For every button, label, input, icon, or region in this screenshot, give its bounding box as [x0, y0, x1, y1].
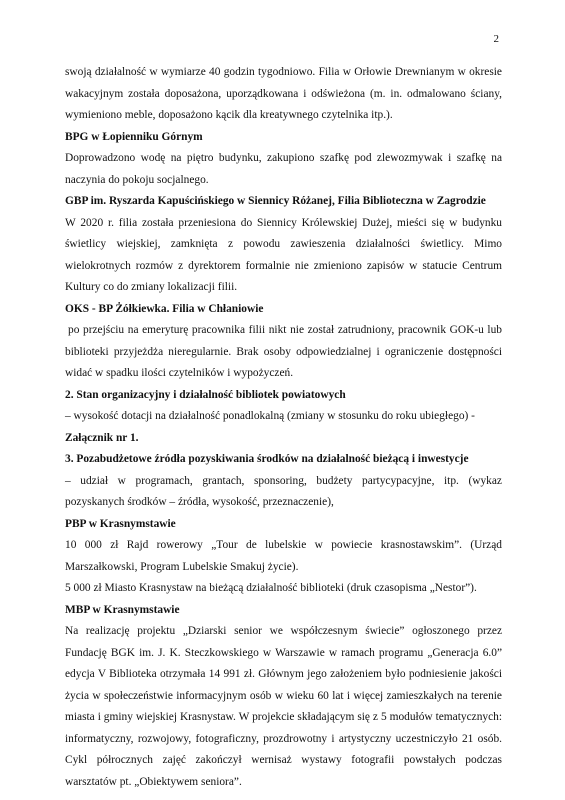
paragraph-orlow: swoją działalność w wymiarze 40 godzin tygodniowo. Filia w Orłowie Drewnianym w okresie wakacyjnym została doposażona, uporządkowana i odświeżona (m. in. odmalowano ściany, wymieniono meble, doposażono kącik dla kreatywnego czytelnika itp.). [65, 66, 502, 121]
attachment-reference: Załącznik nr 1. [65, 431, 139, 444]
paragraph-lopiennik: Doprowadzono wodę na piętro budynku, zakupiono szafkę pod zlewozmywak i szafkę na naczynia do pokoju socjalnego. [65, 152, 502, 186]
paragraph-chlaniow: po przejściu na emeryturę pracownika filii nikt nie został zatrudniony, pracownik GOK-u lub biblioteki przyjeżdża nieregularnie. Brak osoby odpowiedzialnej i ograniczenie dostępności widać w spadku ilości czytelników i wypożyczeń. [65, 324, 502, 379]
paragraph-nestor: 5 000 zł Miasto Krasnystaw na bieżącą działalność biblioteki (druk czasopisma „Nestor”). [65, 582, 477, 594]
heading-section-3: 3. Pozabudżetowe źródła pozyskiwania środków na działalność bieżącą i inwestycje [65, 453, 469, 465]
paragraph-dziarski-senior: Na realizację projektu „Dziarski senior we współczesnym świecie” ogłoszonego przez Fundację BGK im. J. K. Steczkowskiego w Warszawie w ramach programu „Generacja 6.0” edycja V Biblioteka otrzymała 14 991 zł. Głównym jego założeniem było podniesienie jakości życia w społeczeństwie informacyjnym osób w wieku 60 lat i więcej zamieszkałych na terenie miasta i gminy wiejskiej Krasnystaw. W projekcie składającym się z 5 modułów tematycznych: informatyczny, rozwojowy, fotograficzny, prozdrowotny i artystyczny uczestniczyło 21 osób. Cykl półrocznych zajęć zakończył wernisaż wystawy fotografii powstałych podczas warsztatów pt. „Obiektywem seniora”. [65, 625, 502, 788]
heading-oks-zolkiewka: OKS - BP Żółkiewka. Filia w Chłaniowie [65, 302, 264, 315]
paragraph-udzial: – udział w programach, grantach, sponsoring, budżety partycypacyjne, itp. (wykaz pozyskanych środków – źródła, wysokość, przeznaczenie), [65, 474, 502, 508]
heading-section-2: 2. Stan organizacyjny i działalność bibliotek powiatowych [65, 388, 346, 401]
document-body [65, 62, 502, 793]
paragraph-rajd: 10 000 zł Rajd rowerowy „Tour de lubelskie w powiecie krasnostawskim”. (Urząd Marszałkowski, Program Lubelskie Smakuj życie). [65, 539, 502, 573]
page-number: 2 [493, 33, 499, 45]
heading-gbp-siennica: GBP im. Ryszarda Kapuścińskiego w Siennicy Różanej, Filia Biblioteczna w Zagrodzie [65, 195, 486, 207]
heading-mbp-krasnystaw: MBP w Krasnymstawie [65, 603, 180, 616]
heading-bpg-lopiennik: BPG w Łopienniku Górnym [65, 130, 203, 143]
paragraph-dotacja: – wysokość dotacji na działalność ponadlokalną (zmiany w stosunku do roku ubiegłego) - [65, 410, 475, 422]
heading-pbp-krasnystaw: PBP w Krasnymstawie [65, 517, 176, 530]
paragraph-zagroda: W 2020 r. filia została przeniesiona do Siennicy Królewskiej Dużej, mieści się w budynku świetlicy wiejskiej, zamknięta z powodu zawieszenia działalności świetlicy. Mimo wielokrotnych rozmów z dyrektorem formalnie nie zmieniono zapisów w statucie Centrum Kultury co do zmiany lokalizacji filii. [65, 216, 502, 293]
